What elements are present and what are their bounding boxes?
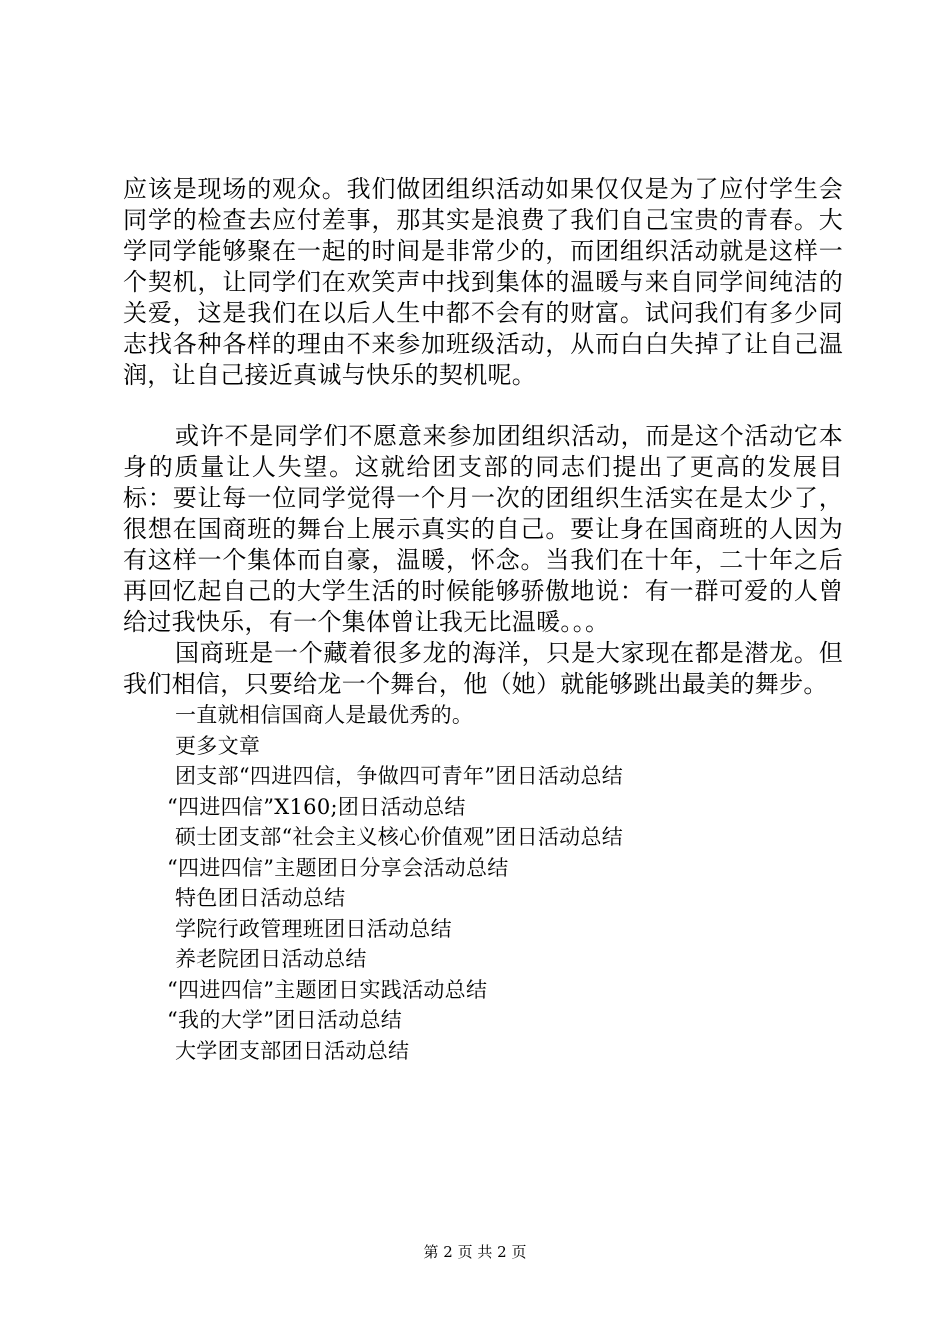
article-link[interactable]: “四进四信”X160;团日活动总结 — [167, 794, 466, 819]
body-paragraph-1: 应该是现场的观众。我们做团组织活动如果仅仅是为了应付学生会同学的检查去应付差事，那其实是浪费了我们自己宝贵的青春。大学同学能够聚在一起的时间是非常少的，而团组织活动就是这样一个契机，让同学们在欢笑声中找到集体的温暖与来自同学间纯洁的关爱，这是我们在以后人生中都不会有的财富。试问我们有多少同志找各种各样的理由不来参加班级活动，从而白白失掉了让自己温润，让自己接近真诚与快乐的契机呢。 — [123, 175, 843, 389]
article-link[interactable]: 团支部“四进四信，争做四可青年”团日活动总结 — [175, 764, 624, 788]
article-link[interactable]: 特色团日活动总结 — [175, 886, 346, 910]
article-link[interactable]: “我的大学”团日活动总结 — [167, 1008, 403, 1032]
more-articles-heading: 更多文章 — [175, 733, 261, 758]
body-paragraph-3: 国商班是一个藏着很多龙的海洋，只是大家现在都是潜龙。但我们相信，只要给龙一个舞台，他（她）就能够跳出最美的舞步。 — [123, 639, 843, 698]
paragraph-gap — [123, 391, 843, 421]
body-paragraph-2: 或许不是同学们不愿意来参加团组织活动，而是这个活动它本身的质量让人失望。这就给团支部的同志们提出了更高的发展目标：要让每一位同学觉得一个月一次的团组织生活实在是太少了，很想在国商班的舞台上展示真实的自己。要让身在国商班的人因为有这样一个集体而自豪，温暖，怀念。当我们在十年，二十年之后再回忆起自己的大学生活的时候能够骄傲地说：有一群可爱的人曾给过我快乐，有一个集体曾让我无比温暖。。。 — [123, 422, 843, 636]
article-link[interactable]: 硕士团支部“社会主义核心价值观”团日活动总结 — [175, 825, 624, 849]
article-link[interactable]: “四进四信”主题团日分享会活动总结 — [167, 855, 509, 880]
article-link[interactable]: 学院行政管理班团日活动总结 — [175, 916, 452, 941]
document-body — [123, 174, 843, 1066]
article-link[interactable]: 大学团支部团日活动总结 — [175, 1038, 410, 1063]
article-link[interactable]: 养老院团日活动总结 — [175, 947, 367, 971]
page-number-footer: 第 2 页 共 2 页 — [423, 1243, 527, 1261]
closing-line: 一直就相信国商人是最优秀的。 — [175, 703, 474, 727]
article-link[interactable]: “四进四信”主题团日实践活动总结 — [167, 977, 488, 1002]
